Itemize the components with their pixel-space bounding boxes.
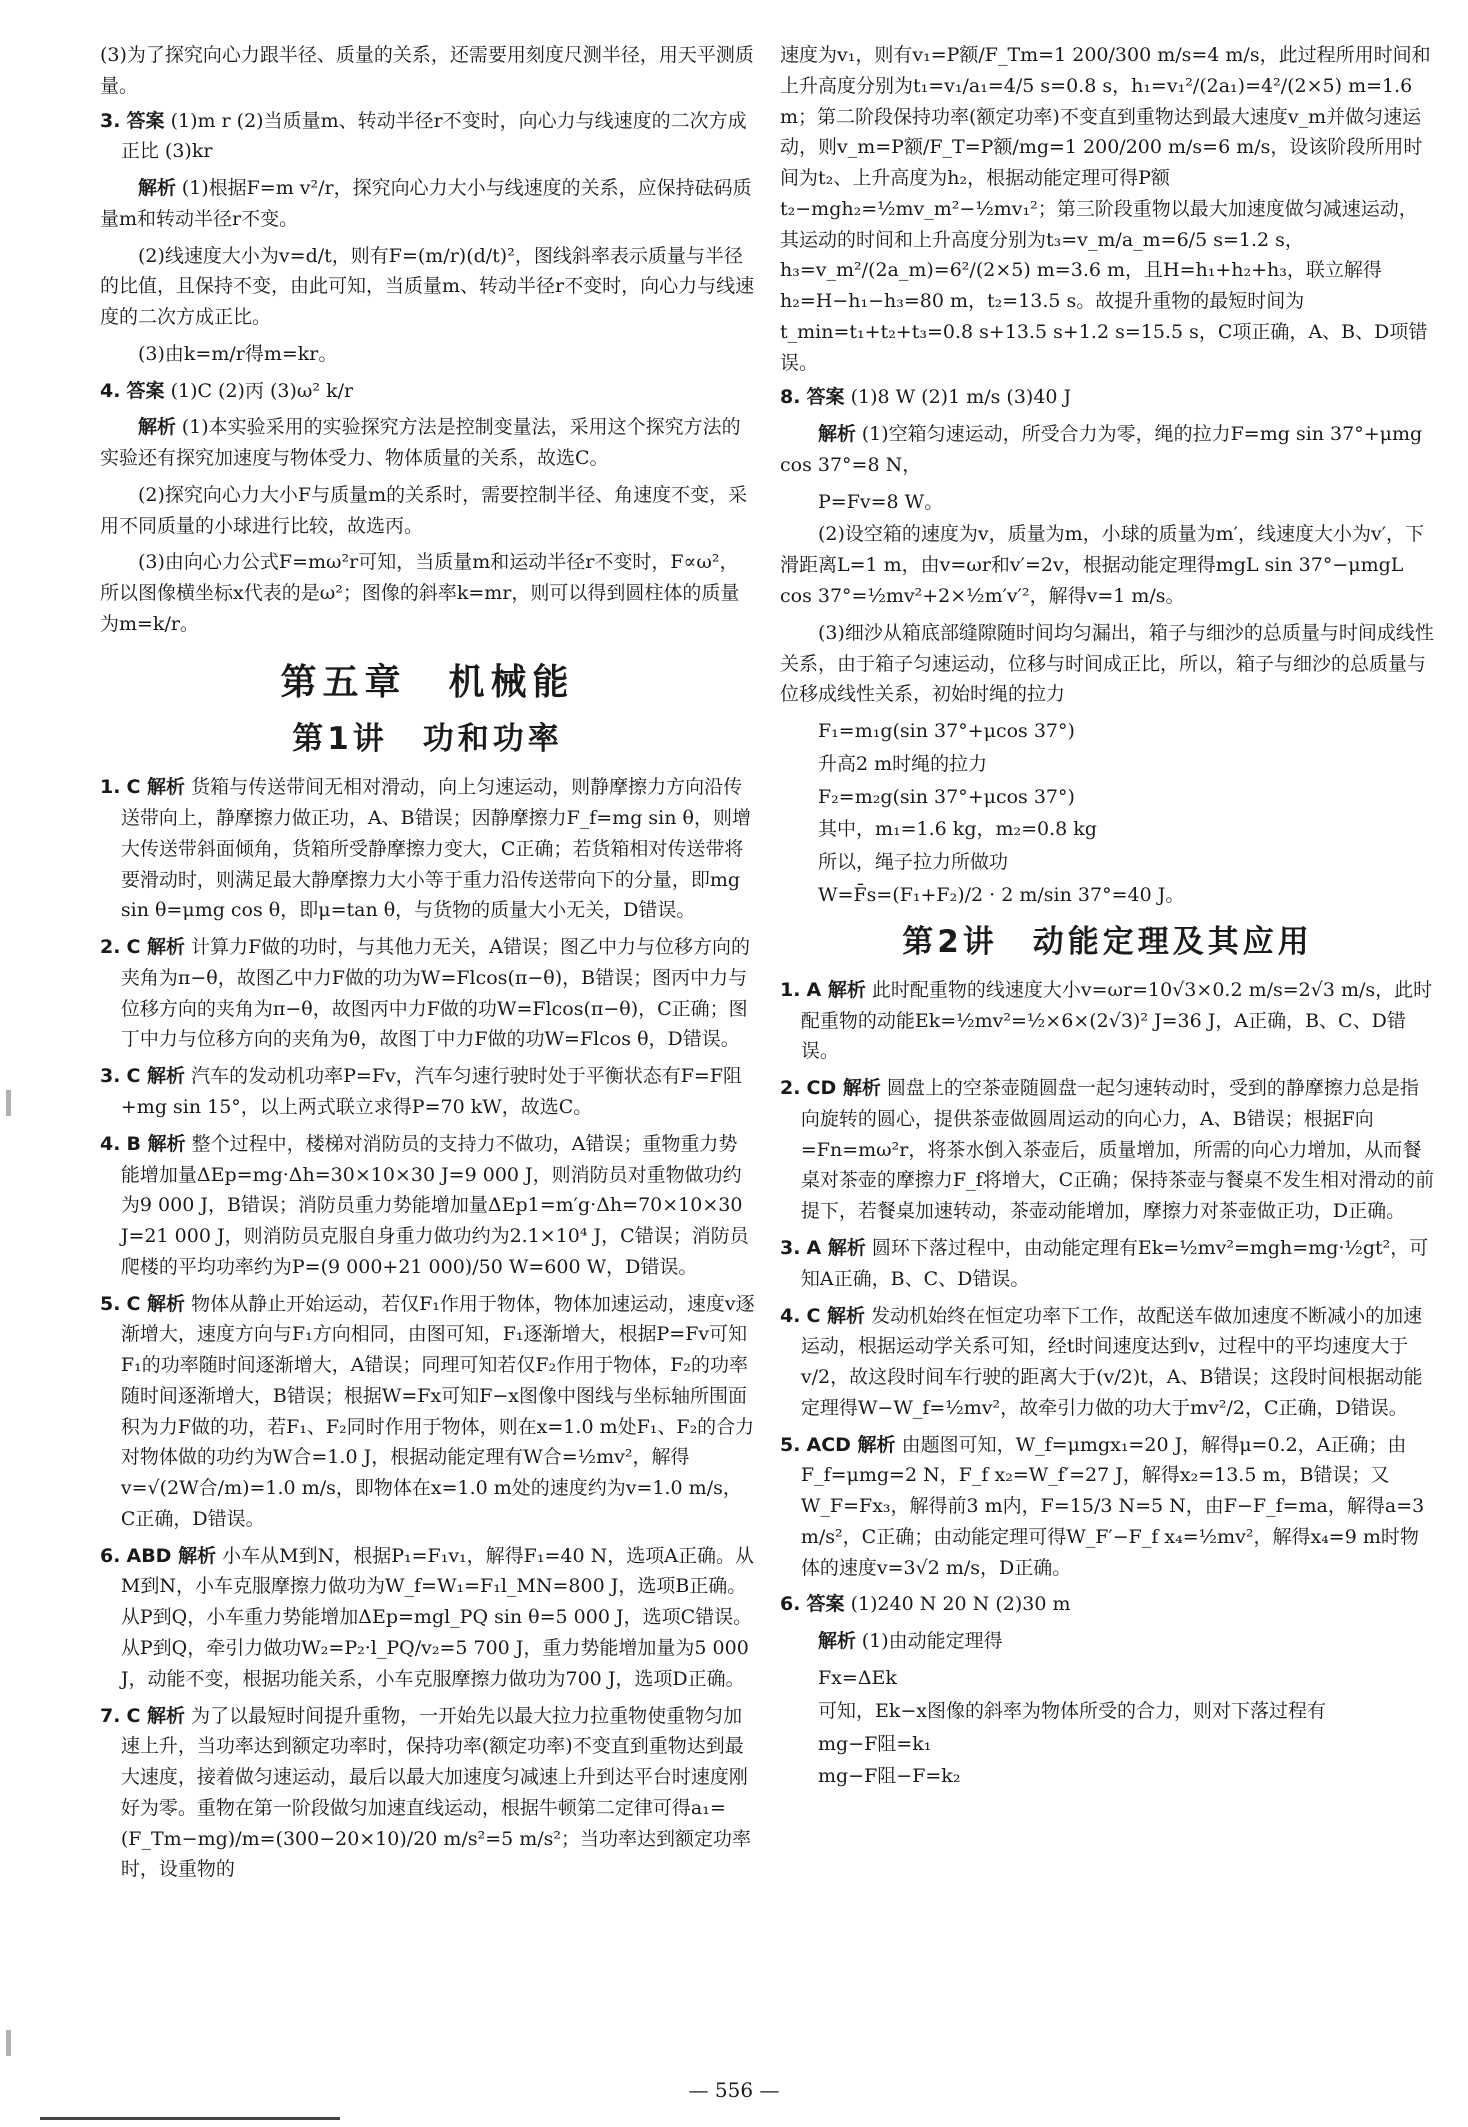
block-text: (2)线速度大小为v=d/t，则有F=(m/r)(d/t)²，图线斜率表示质量与半径的比值，且保持不变，由此可知，当质量m、转动半径r不变时，向心力与线速度的二次方成正比。	[100, 244, 755, 329]
right-after-lecture	[780, 975, 1435, 1792]
formula-line	[780, 782, 1435, 813]
item-number: 4.	[780, 1304, 801, 1327]
right-before-lecture	[780, 40, 1435, 911]
item-number: 6.	[100, 1544, 121, 1567]
answer-item	[100, 376, 755, 407]
explanation-paragraph	[100, 480, 755, 542]
block-text: Fx=ΔEk	[818, 1666, 897, 1689]
block-text: mg−F阻=k₁	[818, 1732, 932, 1755]
block-text: 圆盘上的空茶壶随圆盘一起匀速转动时，受到的静摩擦力总是指向旋转的圆心，提供茶壶做圆周运动的向心力，A、B错误；根据F向=Fn=mω²r，将茶水倒入茶壶后，质量增加，所需的向心力增加，从而餐桌对茶壶的摩擦力F_f将增大，C正确；保持茶壶与餐桌不发生相对滑动的前提下，若餐桌加速转动，茶壶动能增加，摩擦力对茶壶做正功，D正确。	[800, 1077, 1435, 1223]
answer-item	[780, 1430, 1435, 1584]
block-text: mg−F阻−F=k₂	[818, 1765, 961, 1788]
explanation-paragraph	[100, 339, 755, 370]
item-number: 4.	[100, 379, 121, 402]
block-text: (1)本实验采用的实验探究方法是控制变量法，采用这个探究方法的实验还有探究加速度与物体受力、物体质量的关系，故选C。	[100, 416, 741, 470]
explanation-tag: 解析	[818, 1630, 857, 1653]
lecture-2-title: 第2讲 动能定理及其应用	[902, 923, 1313, 960]
explanation-tag: 解析	[138, 416, 177, 439]
answer-item	[100, 1061, 755, 1123]
block-text: (1)空箱匀速运动，所受合力为零，绳的拉力F=mg sin 37°+μmg cos 37°=8 N，	[780, 423, 1423, 476]
explanation-paragraph	[100, 547, 755, 639]
block-text: (1)240 N 20 N (2)30 m	[850, 1593, 1071, 1616]
block-text: (1)8 W (2)1 m/s (3)40 J	[850, 386, 1072, 409]
block-text: 所以，绳子拉力所做功	[818, 851, 1009, 874]
item-number: 3.	[100, 1065, 121, 1088]
answer-tag: C 解析	[126, 1704, 186, 1727]
page-number: — 556 —	[688, 2078, 780, 2102]
explanation-paragraph	[100, 241, 755, 333]
right-column	[780, 40, 1435, 1794]
lecture-1-title: 第1讲 功和功率	[292, 721, 563, 758]
block-text: 此时配重物的线速度大小v=ωr=10√3×0.2 m/s=2√3 m/s，此时配重物的动能Ek=½mv²=½×6×(2√3)² J=36 J，A正确，B、C、D错误。	[800, 978, 1433, 1063]
answer-item	[100, 932, 755, 1055]
formula-line	[780, 487, 1435, 518]
block-text: 汽车的发动机功率P=Fv，汽车匀速行驶时处于平衡状态有F=F阻+mg sin 15°，以上两式联立求得P=70 kW，故选C。	[120, 1065, 743, 1118]
answer-item	[780, 1073, 1435, 1227]
block-text: 升高2 m时绳的拉力	[818, 752, 988, 775]
answer-tag: A 解析	[806, 978, 866, 1001]
formula-line	[780, 1696, 1435, 1727]
block-text: F₂=m₂g(sin 37°+μcos 37°)	[818, 785, 1075, 808]
block-text: 发动机始终在恒定功率下工作，故配送车做加速度不断减小的加速运动，根据运动学关系可知，经t时间速度达到v，过程中的平均速度大于v/2，故这段时间车行驶的距离大于(v/2)t，A、B错误；这段时间根据动能定理得W−W_f=½mv²，故牵引力做的功大于mv²/2，C正确，D错误。	[800, 1304, 1423, 1419]
answer-item	[100, 1541, 755, 1695]
block-text: 物体从静止开始运动，若仅F₁作用于物体，物体加速运动，速度v逐渐增大，速度方向与F₁方向相同，由图可知，F₁逐渐增大，根据P=Fv可知F₁的功率随时间逐渐增大，A错误；同理可知若仅F₂作用于物体，F₂的功率随时间逐渐增大，B错误；根据W=Fx可知F−x图像中图线与坐标轴所围面积为力F做的功，若F₁、F₂同时作用于物体，则在x=1.0 m处F₁、F₂的合力对物体做的功约为W合=1.0 J，根据动能定理有W合=½mv²，解得v=√(2W合/m)=1.0 m/s，即物体在x=1.0 m处的速度约为v=1.0 m/s，C正确，D错误。	[120, 1292, 755, 1530]
explanation-paragraph	[780, 1626, 1435, 1657]
block-text: (2)探究向心力大小F与质量m的关系时，需要控制半径、角速度不变，采用不同质量的小球进行比较，故选丙。	[100, 483, 748, 537]
block-text: 为了以最短时间提升重物，一开始先以最大拉力拉重物使重物匀加速上升，当功率达到额定功率时，保持功率(额定功率)不变直到重物达到最大速度，接着做匀速运动，最后以最大加速度匀减速上升到达平台时速度刚好为零。重物在第一阶段做匀加速直线运动，根据牛顿第二定律可得a₁=(F_Tm−mg)/m=(300−20×10)/20 m/s²=5 m/s²；当功率达到额定功率时，设重物的	[120, 1704, 752, 1881]
continued-text	[780, 40, 1435, 378]
answer-item	[100, 1701, 755, 1886]
answer-tag: C 解析	[126, 1065, 186, 1088]
block-text: 其中，m₁=1.6 kg，m₂=0.8 kg	[818, 818, 1097, 841]
formula-line	[780, 1663, 1435, 1694]
chapter-title: 第五章 机械能	[280, 661, 575, 703]
block-text: (3)由k=m/r得m=kr。	[138, 342, 338, 365]
explanation-paragraph	[780, 419, 1435, 481]
answer-item	[780, 1233, 1435, 1295]
margin-mark	[6, 1090, 11, 1116]
item-number: 5.	[100, 1292, 121, 1315]
explanation-paragraph	[780, 618, 1435, 710]
item-number: 4.	[100, 1132, 121, 1155]
formula-line	[780, 1729, 1435, 1760]
block-text: 速度为v₁，则有v₁=P额/F_Tm=1 200/300 m/s=4 m/s，此过程所用时间和上升高度分别为t₁=v₁/a₁=4/5 s=0.8 s，h₁=v₁²/(2a₁)=4²/(2×5) m=1.6 m；第二阶段保持功率(额定功率)不变直到重物达到最大速度v_m并做匀速运动，则v_m=P额/F_T=P额/mg=1 200/200 m/s=6 m/s，设该阶段所用时间为t₂、上升高度为h₂，根据动能定理可得P额t₂−mgh₂=½mv_m²−½mv₁²；第三阶段重物以最大加速度做匀减速运动，其运动的时间和上升高度分别为t₃=v_m/a_m=6/5 s=1.2 s，h₃=v_m²/(2a_m)=6²/(2×5) m=3.6 m，且H=h₁+h₂+h₃，联立解得h₂=H−h₁−h₃=80 m，t₂=13.5 s。故提升重物的最短时间为t_min=t₁+t₂+t₃=0.8 s+13.5 s+1.2 s=15.5 s，C项正确，A、B、D项错误。	[780, 44, 1431, 374]
answer-tag: C 解析	[806, 1304, 866, 1327]
block-text: (1)由动能定理得	[861, 1630, 1003, 1653]
answer-item	[100, 772, 755, 926]
item-number: 7.	[100, 1704, 121, 1727]
formula-line	[780, 847, 1435, 878]
answer-tag: 答案	[806, 386, 845, 409]
block-text: (2)设空箱的速度为v，质量为m，小球的质量为m′，线速度大小为v′，下滑距离L=1 m，由v=ωr和v′=2v，根据动能定理得mgL sin 37°−μmgL cos 37°=½mv²+2×½m′v′²，解得v=1 m/s。	[780, 523, 1425, 608]
left-after-chapter	[100, 772, 755, 1885]
item-number: 1.	[100, 776, 121, 799]
answer-tag: A 解析	[806, 1237, 866, 1260]
continued-text	[100, 40, 755, 102]
explanation-paragraph	[780, 519, 1435, 611]
answer-tag: ABD 解析	[126, 1544, 217, 1567]
formula-line	[780, 880, 1435, 911]
left-column	[100, 40, 755, 1891]
formula-line	[780, 749, 1435, 780]
block-text: 货箱与传送带间无相对滑动，向上匀速运动，则静摩擦力方向沿传送带向上，静摩擦力做正功，A、B错误；因静摩擦力F_f=mg sin θ，则增大传送带斜面倾角，货箱所受静摩擦力变大，C正确；若货箱相对传送带将要滑动时，则满足最大静摩擦力大小等于重力沿传送带向下的分量，即mg sin θ=μmg cos θ，即μ=tan θ，与货物的质量大小无关，D错误。	[120, 776, 751, 922]
block-text: 计算力F做的功时，与其他力无关，A错误；图乙中力与位移方向的夹角为π−θ，故图乙中力F做的功为W=Flcos(π−θ)，B错误；图丙中力与位移方向的夹角为π−θ，故图丙中力F做的功W=Flcos(π−θ)，C正确；图丁中力与位移方向的夹角为θ，故图丁中力F做的功W=Flcos θ，D错误。	[120, 936, 751, 1051]
formula-line	[780, 716, 1435, 747]
item-number: 8.	[780, 386, 801, 409]
item-number: 2.	[100, 936, 121, 959]
answer-item	[780, 975, 1435, 1067]
item-number: 1.	[780, 978, 801, 1001]
explanation-paragraph	[100, 173, 755, 235]
block-text: P=Fv=8 W。	[818, 490, 944, 513]
answer-tag: 答案	[806, 1593, 845, 1616]
item-number: 5.	[780, 1433, 801, 1456]
formula-line	[780, 1761, 1435, 1792]
item-number: 3.	[780, 1237, 801, 1260]
margin-mark	[6, 2030, 11, 2056]
answer-item	[780, 382, 1435, 413]
explanation-paragraph	[100, 412, 755, 474]
block-text: (1)C (2)丙 (3)ω² k/r	[170, 379, 354, 402]
answer-tag: CD 解析	[806, 1077, 881, 1100]
block-text: W=F̄s=(F₁+F₂)/2 · 2 m/sin 37°=40 J。	[818, 883, 1185, 906]
block-text: (3)由向心力公式F=mω²r可知，当质量m和运动半径r不变时，F∝ω²，所以图像横坐标x代表的是ω²；图像的斜率k=mr，则可以得到圆柱体的质量为m=k/r。	[100, 551, 740, 636]
explanation-tag: 解析	[818, 423, 857, 446]
item-number: 2.	[780, 1077, 801, 1100]
block-text: 小车从M到N，根据P₁=F₁v₁，解得F₁=40 N，选项A正确。从M到N，小车克服摩擦力做功为W_f=W₁=F₁l_MN=800 J，选项B正确。从P到Q，小车重力势能增加ΔEp=mgl_PQ sin θ=5 000 J，选项C错误。从P到Q，牵引力做功W₂=P₂·l_PQ/v₂=5 700 J，重力势能增加量为5 000 J，动能不变，根据功能关系，小车克服摩擦力做功为700 J，选项D正确。	[120, 1544, 754, 1690]
answer-tag: ACD 解析	[806, 1433, 896, 1456]
answer-tag: 答案	[126, 109, 165, 132]
block-text: (1)m r (2)当质量m、转动半径r不变时，向心力与线速度的二次方成正比 (3)kr	[120, 109, 747, 163]
answer-item	[780, 1589, 1435, 1620]
answer-item	[100, 106, 755, 168]
bottom-rule	[40, 2117, 340, 2120]
answer-tag: C 解析	[126, 1292, 186, 1315]
block-text: 由题图可知，W_f=μmgx₁=20 J，解得μ=0.2，A正确；由F_f=μmg=2 N，F_f x₂=W_f′=27 J，解得x₂=13.5 m，B错误；又W_F=Fx₃，解得前3 m内，F=15/3 N=5 N，由F−F_f=ma，解得a=3 m/s²，C正确；由动能定理可得W_F′−F_f x₄=½mv²，解得x₄=9 m时物体的速度v=3√2 m/s，D正确。	[800, 1433, 1425, 1579]
block-text: 圆环下落过程中，由动能定理有Ek=½mv²=mgh=mg·½gt²，可知A正确，B、C、D错误。	[800, 1237, 1429, 1290]
answer-tag: C 解析	[126, 776, 186, 799]
item-number: 3.	[100, 109, 121, 132]
answer-item	[780, 1301, 1435, 1424]
block-text: (3)细沙从箱底部缝隙随时间均匀漏出，箱子与细沙的总质量与时间成线性关系，由于箱子匀速运动，位移与时间成正比，所以，箱子与细沙的总质量与位移成线性关系，初始时绳的拉力	[780, 621, 1434, 706]
answer-item	[100, 1289, 755, 1535]
block-text: 整个过程中，楼梯对消防员的支持力不做功，A错误；重物重力势能增加量ΔEp=mg·Δh=30×10×30 J=9 000 J，则消防员对重物做功约为9 000 J，B错误；消防员重力势能增加量ΔEp1=m′g·Δh=70×10×30 J=21 000 J，则消防员克服自身重力做功约为2.1×10⁴ J，C错误；消防员爬楼的平均功率约为P=(9 000+21 000)/50 W=600 W，D错误。	[120, 1132, 749, 1278]
explanation-tag: 解析	[138, 177, 177, 200]
answer-tag: C 解析	[126, 936, 186, 959]
block-text: (1)根据F=m v²/r，探究向心力大小与线速度的关系，应保持砝码质量m和转动半径r不变。	[100, 177, 752, 230]
block-text: 可知，Ek−x图像的斜率为物体所受的合力，则对下落过程有	[818, 1699, 1327, 1722]
formula-line	[780, 814, 1435, 845]
block-text: (3)为了探究向心力跟半径、质量的关系，还需要用刻度尺测半径，用天平测质量。	[100, 44, 754, 97]
answer-tag: B 解析	[126, 1132, 186, 1155]
answer-tag: 答案	[126, 379, 165, 402]
block-text: F₁=m₁g(sin 37°+μcos 37°)	[818, 720, 1075, 743]
left-before-chapter	[100, 40, 755, 640]
item-number: 6.	[780, 1593, 801, 1616]
answer-item	[100, 1129, 755, 1283]
